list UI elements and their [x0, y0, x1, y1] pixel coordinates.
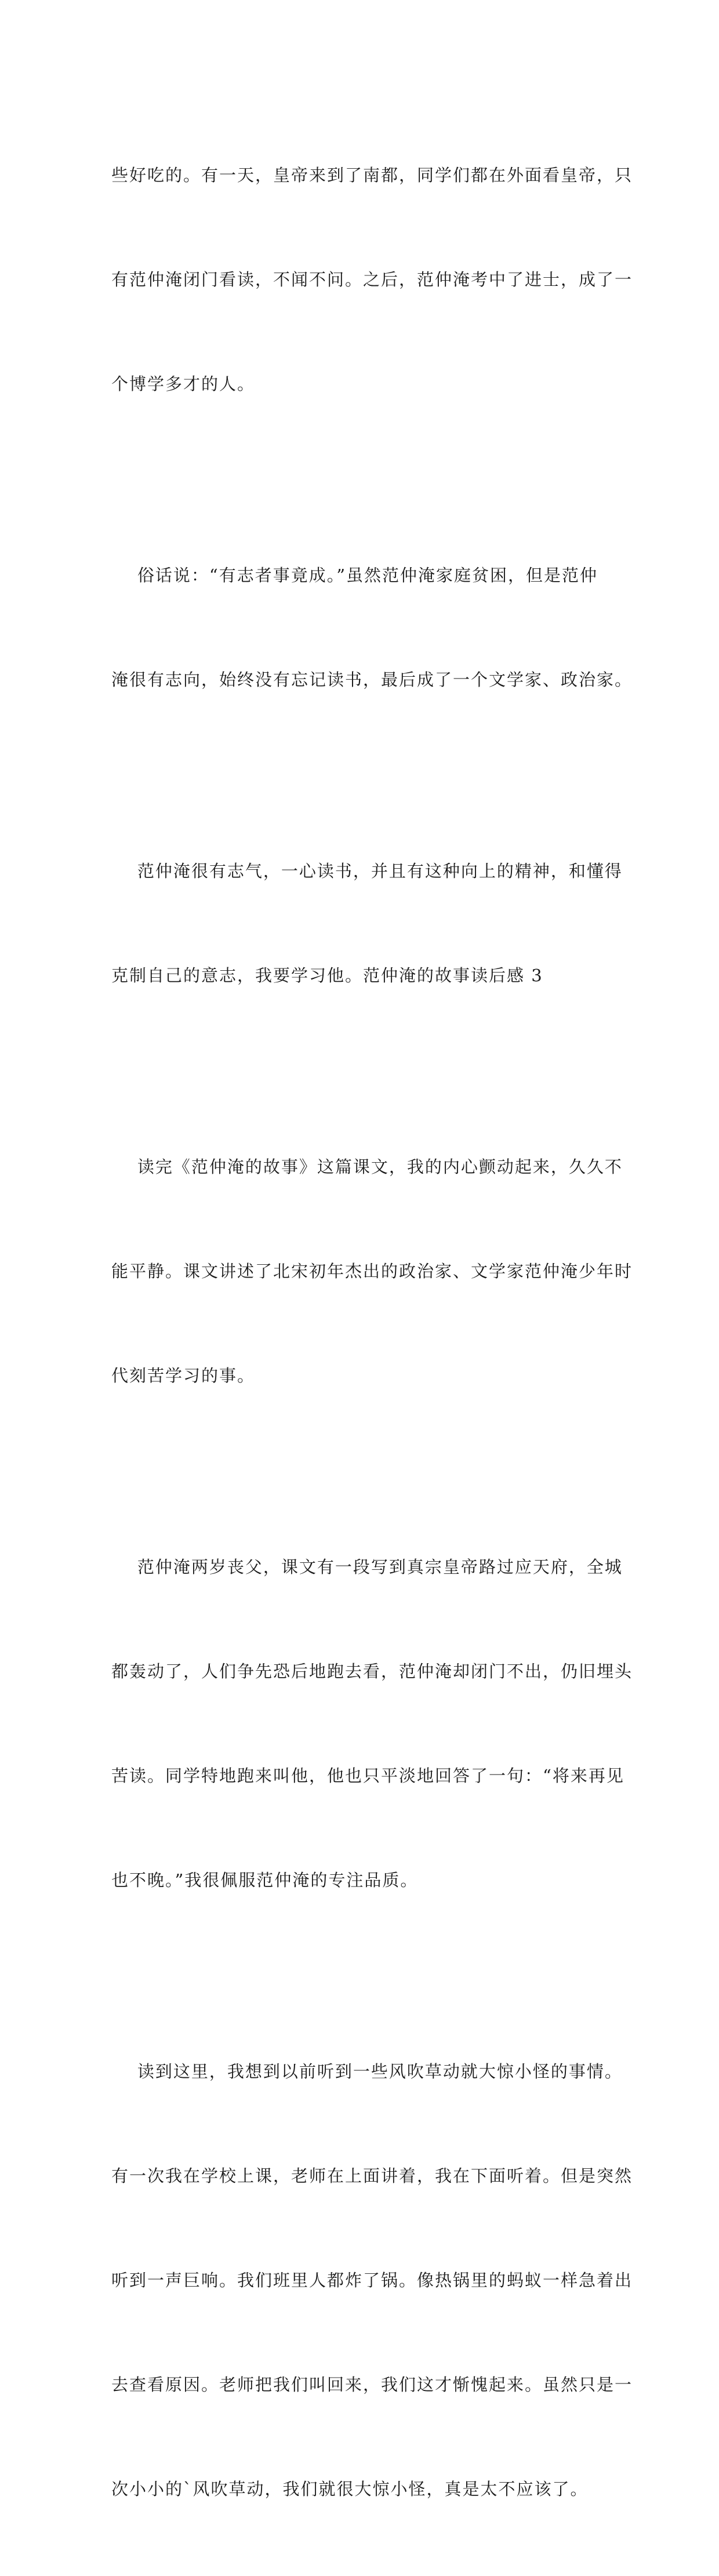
paragraph-5: [111, 1480, 633, 1967]
text-line: 些好吃的。有一天，皇帝来到了南都，同学们都在外面看皇帝，只: [111, 165, 633, 185]
paragraph-2: [111, 488, 633, 767]
paragraph-6: [111, 1984, 633, 2576]
text-line: 读完《范仲淹的故事》这篇课文，我的内心颤动起来，久久不: [111, 1157, 623, 1177]
paragraph-4: [111, 1080, 633, 1463]
text-line: 范仲淹两岁丧父，课文有一段写到真宗皇帝路过应天府，全城: [111, 1557, 623, 1577]
document-body: [111, 88, 633, 2576]
text-line: 苦读。同学特地跑来叫他，他也只平淡地回答了一句：“将来再见: [111, 1766, 624, 1786]
text-line: 淹很有志向，始终没有忘记读书，最后成了一个文学家、政治家。: [111, 670, 633, 690]
text-line: 范仲淹很有志气，一心读书，并且有这种向上的精神，和懂得: [111, 861, 623, 881]
text-line: 去查看原因。老师把我们叫回来，我们这才惭愧起来。虽然只是一: [111, 2375, 633, 2394]
text-line: 读到这里，我想到以前听到一些风吹草动就大惊小怪的事情。: [111, 2062, 623, 2081]
text-line: 听到一声巨响。我们班里人都炸了锅。像热锅里的蚂蚁一样急着出: [111, 2270, 633, 2290]
text-line: 也不晚。”我很佩服范仲淹的专注品质。: [111, 1870, 419, 1890]
text-line: 个博学多才的人。: [111, 374, 256, 394]
text-line: 都轰动了，人们争先恐后地跑去看，范仲淹却闭门不出，仍旧埋头: [111, 1661, 633, 1681]
text-line: 克制自己的意志，我要学习他。范仲淹的故事读后感 3: [111, 966, 543, 985]
text-line: 代刻苦学习的事。: [111, 1366, 256, 1385]
text-line: 有一次我在学校上课，老师在上面讲着，我在下面听着。但是突然: [111, 2166, 633, 2186]
text-line: 能平静。课文讲述了北宋初年杰出的政治家、文学家范仲淹少年时: [111, 1261, 633, 1281]
paragraph-3: [111, 784, 623, 1062]
text-line: 有范仲淹闭门看读，不闻不问。之后，范仲淹考中了进士，成了一: [111, 270, 633, 289]
text-line: 俗话说：“有志者事竟成。”虽然范仲淹家庭贫困，但是范仲: [111, 565, 598, 585]
paragraph-1: [111, 88, 633, 471]
text-line: 次小小的`风吹草动，我们就很大惊小怪，真是太不应该了。: [111, 2479, 589, 2499]
